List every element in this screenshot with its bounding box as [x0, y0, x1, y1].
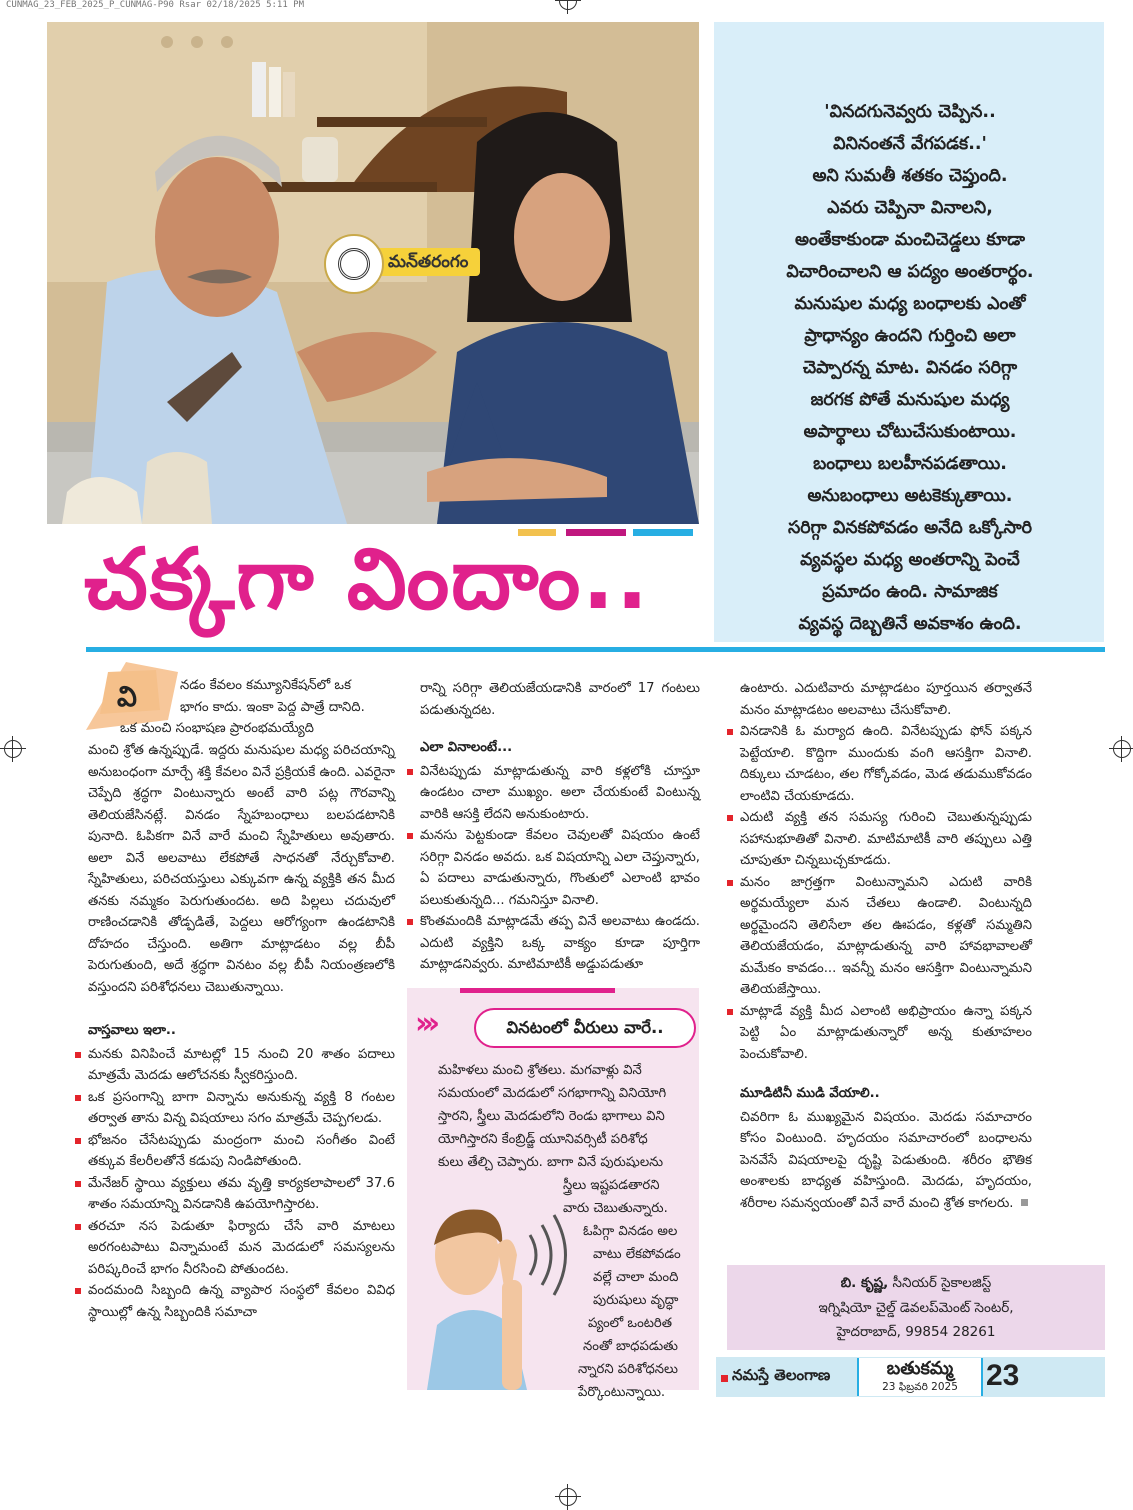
quote-line: చెప్పారన్న మాట. వినడం సరిగ్గా	[802, 358, 1018, 378]
footer-square-icon	[721, 1375, 728, 1382]
column-badge	[324, 234, 504, 290]
end-mark-icon	[1021, 1199, 1028, 1206]
quote-line: మనుషుల మధ్య బంధాలకు ఎంతో	[794, 294, 1026, 314]
sidebar-line: న్నారని పరిశోధనలు	[578, 1362, 678, 1377]
lead-line-2: భాగం కాదు. ఇంకా పెద్ద పాత్రే దానిది.	[180, 699, 365, 715]
column-1-body	[88, 740, 395, 1323]
author-title: సీనియర్ సైకాలజిస్ట్	[892, 1275, 992, 1291]
sidebar-line: నంతో బాధపడుతు	[583, 1339, 678, 1354]
closing-paragraph	[740, 1107, 1032, 1215]
section-rule	[86, 647, 1105, 652]
bullet-etiquette-2: ఎదుటి వ్యక్తి తన సమస్య గురించి చెబుతున్నప్పుడు సహానుభూతితో వినాలి. మాటిమాటికీ వారి తప్పులు ఎత్తి చూపుతూ చిన్నబుచ్చకూడదు.	[740, 807, 1032, 872]
sidebar-line: యోగిస్తారని కేంబ్రిడ్జ్ యూనివర్సిటీ పరిశోధ	[438, 1132, 648, 1147]
bullet-fact-6: వందమంది సిబ్బంది ఉన్న వ్యాపార సంస్థలో కేవలం వివిధ స్థాయిల్లో ఉన్న సిబ్బందికి సమాచా	[88, 1280, 395, 1323]
spiral-head-icon	[324, 234, 384, 294]
quote-line: 'వినదగునెవ్వరు చెప్పిన..	[824, 102, 996, 122]
quote-line: సరిగ్గా వినకపోవడం అనేది ఒక్కోసారి	[787, 518, 1032, 538]
quote-line: ప్రాధాన్యం ఉందని గుర్తించి అలా	[804, 326, 1016, 346]
lead-line-1: నడం కేవలం కమ్యూనికేషన్‌లో ఒక	[180, 678, 351, 693]
dropcap-letter: వి	[117, 680, 137, 713]
sidebar-line: కులు తేల్చి చెప్పారు. బాగా వినే పురుషులను	[438, 1155, 664, 1170]
listening-person-icon	[412, 1175, 582, 1390]
intro-quote-text	[730, 96, 1090, 640]
subhead-how-to-listen: ఎలా వినాలంటే...	[420, 740, 513, 755]
subhead-facts: వాస్తవాలు ఇలా..	[88, 1023, 176, 1038]
quote-line: వ్యవస్థల మధ్య అంతరాన్ని పెంచే	[800, 550, 1020, 570]
quote-line: వినినంతనే వేగపడక..'	[833, 134, 987, 154]
newspaper-name: నమస్తే తెలంగాణ	[732, 1366, 831, 1384]
quote-line: అని సుమతీ శతకం చెప్తుంది.	[812, 166, 1008, 186]
closing-text: చివరిగా ఓ ముఖ్యమైన విషయం. మెదడు సమాచారం కోసం వింటుంది. హృదయం సమాచారంలో బంధాలను పెనవేసే విషయాలపై దృష్టి పెడుతుంది. శరీరం భౌతిక అంశాలకు బాధ్యత వహిస్తుంది. మెదడు, హృదయం, శరీరాల సమన్వయంతో వినే వారే మంచి శ్రోత కాగలరు.	[740, 1109, 1032, 1211]
author-org: ఇగ్నిషియో చైల్డ్ డెవలప్‌మెంట్ సెంటర్,	[818, 1300, 1014, 1316]
quote-line: అపార్థాలు చోటుచేసుకుంటాయి.	[803, 422, 1017, 442]
bullet-fact-3: భోజనం చేసేటప్పుడు మంద్రంగా మంచి సంగీతం వింటే తక్కువ కేలరీలతోనే కడుపు నిండిపోతుంది.	[88, 1130, 395, 1173]
column-2-lead: రాన్ని సరిగ్గా తెలియజేయడానికి వారంలో 17 గంటలు పడుతున్నదట.	[420, 681, 700, 718]
quote-line: ఎవరు చెప్పినా వినాలని,	[827, 198, 993, 218]
sidebar-line: స్త్రీలు ఇష్టపడతారని	[563, 1178, 660, 1193]
chevron-right-icon: ›››	[415, 1006, 435, 1041]
registration-mark-left	[4, 740, 22, 758]
sidebar-line: పురుషులు వృద్ధా	[593, 1293, 679, 1308]
sidebar-line: మహిళలు మంచి శ్రోతలు. మగవాళ్లు వినే	[438, 1063, 642, 1078]
column-1-paragraph: మంచి శ్రోత ఉన్నప్పుడే. ఇద్దరు మనుషుల మధ్య పరిచయాన్ని అనుబంధంగా మార్చే శక్తి కేవలం వినే ప్రక్రియకే ఉంది. ఎవరైనా చెప్పేది శ్రద్ధగా వింటున్నారు అంటే వారి పట్ల గౌరవాన్ని తెలియజేసినట్లే. వినడం స్నేహబంధాలు బలపడటానికి పునాది. ఓపికగా వినే వారే మంచి స్నేహితులు అవుతారు. అలా వినే అలవాటు లేకపోతే సాధనతో నేర్చుకోవాలి. స్నేహితులు, పరిచయస్తులు ఎక్కువగా ఉన్న వ్యక్తికి తన మీద తనకు నమ్మకం పెరుగుతుందట. అది పిల్లలు చదువులో రాణించడానికి తోడ్పడితే, పెద్దలు ఆరోగ్యంగా ఉండటానికి దోహదం చేస్తుంది. అతిగా మాట్లాడటం వల్ల బీపీ పెరుగుతుంది, అదే శ్రద్ధగా వినటం వల్ల బీపీ నియంత్రణలోకి వస్తుందని పరిశోధనలు చెబుతున్నాయి.	[88, 743, 395, 995]
quote-line: బంధాలు బలహీనపడతాయి.	[813, 454, 1007, 474]
bullet-fact-5: తరచూ నస పెడుతూ ఫిర్యాదు చేసే వారి మాటలు అరగంటపాటు విన్నామంటే మన మెదడులో సమస్యలను పరిష్కరించే భాగం నీరసించి పోతుందట.	[88, 1216, 395, 1281]
supplement-name: బతుకమ్మ	[886, 1358, 954, 1379]
quote-line: ప్రమాదం ఉంది. సామాజిక	[822, 582, 998, 602]
sidebar-line: ఓపిగ్గా వినడం అల	[583, 1224, 678, 1239]
subhead-tie-together: మూడిటినీ ముడి వేయాలి..	[740, 1086, 880, 1101]
listening-person-illustration	[412, 1175, 582, 1390]
sidebar-line: స్తారని, స్త్రీలు మెదడులోని రెండు భాగాలు విని	[438, 1109, 665, 1124]
quote-line: అనుబంధాలు అటకెక్కుతాయి.	[807, 486, 1013, 506]
author-city-phone: హైదరాబాద్, 99854 28261	[836, 1324, 996, 1340]
bullet-fact-4: మేనేజర్ స్థాయి వ్యక్తులు తమ వృత్తి కార్యకలాపాలలో 37.6 శాతం సమయాన్ని వినడానికి ఉపయోగిస్తారట.	[88, 1173, 395, 1216]
column-3	[740, 678, 1032, 1214]
column-badge-label: మన్‌తరంగం	[364, 248, 480, 276]
sidebar-line: వల్లే చాలా మంది	[593, 1270, 679, 1285]
bullet-fact-1: మనకు వినిపించే మాటల్లో 15 నుంచి 20 శాతం పదాలు మాత్రమే మెదడు ఆలోచనకు స్వీకరిస్తుంది.	[88, 1044, 395, 1087]
quote-line: అంతేకాకుండా మంచిచెడ్డలు కూడా	[794, 230, 1026, 250]
hero-photo	[47, 22, 699, 524]
headline: చక్కగా విందాం..	[84, 530, 651, 628]
bullet-howto-2: మనసు పెట్టకుండా కేవలం చెవులతో విషయం ఉంటే సరిగ్గా వినడం అవదు. ఒక విషయాన్ని ఎలా చెప్తున్నారు, ఏ పదాలు వాడుతున్నారు, గొంతులో ఎలాంటి భావం పలుకుతున్నది... గమనిస్తూ వినాలి.	[420, 825, 700, 911]
column-1	[120, 675, 395, 740]
sidebar-title: వినటంలో వీరులు వారే..	[474, 1008, 696, 1048]
bullet-etiquette-3: మనం జాగ్రత్తగా వింటున్నామని ఎదుటి వారికి అర్థమయ్యేలా మన చేతలు ఉండాలి. వింటున్నది అర్థమైందని తెలిసేలా తల ఊపడం, కళ్లతో సమ్మతిని తెలియజేయడం, మాట్లాడుతున్న వారి హావభావాలతో మమేకం కావడం... ఇవన్నీ మనం ఆసక్తిగా వింటున్నామని తెలియజేస్తాయి.	[740, 872, 1032, 1001]
sidebar-line: సమయంలో మెదడులో సగభాగాన్ని వినియోగి	[438, 1086, 667, 1101]
spiral-icon	[338, 248, 370, 280]
bullet-howto-1: వినేటప్పుడు మాట్లాడుతున్న వారి కళ్లలోకి చూస్తూ ఉండటం చాలా ముఖ్యం. అలా చేయకుంటే వింటున్న వారికి ఆసక్తి లేదని అనుకుంటారు.	[420, 761, 700, 826]
author-name-line	[727, 1275, 1105, 1294]
quote-line: జరగక పోతే మనుషుల మధ్య	[810, 390, 1010, 410]
author-name: బి. కృష్ణ,	[840, 1275, 889, 1291]
sidebar-line: ప్యంలో ఒంటరిత	[588, 1316, 673, 1331]
page-number: 23	[986, 1359, 1020, 1392]
quote-line: విచారించాలని ఆ పద్యం అంతరార్థం.	[786, 262, 1034, 282]
column-2	[420, 678, 700, 976]
issue-date: 23 ఫిబ్రవరి 2025	[882, 1381, 958, 1393]
sidebar-top-bar	[460, 988, 615, 993]
column-3-lead: ఉంటారు. ఎదుటివారు మాట్లాడటం పూర్తయిన తర్వాతనే మనం మాట్లాడటం అలవాటు చేసుకోవాలి.	[740, 681, 1032, 718]
quote-line: వ్యవస్థ దెబ్బతినే అవకాశం ఉంది.	[798, 614, 1022, 634]
lead-line-3: ఒక మంచి సంభాషణ ప్రారంభమయ్యేది	[120, 721, 314, 736]
registration-mark-bottom	[559, 1488, 577, 1506]
bullet-etiquette-1: వినడానికి ఓ మర్యాద ఉంది. వినేటప్పుడు ఫోన్ పక్కన పెట్టేయాలి. కొద్దిగా ముందుకు వంగి ఆసక్తిగా వినాలి. దిక్కులు చూడటం, తల గోక్కోవడం, మెడ తడుముకోవడం లాంటివి చేయకూడదు.	[740, 721, 1032, 807]
sidebar-line: పేర్కొంటున్నాయి.	[578, 1385, 666, 1400]
author-box	[727, 1265, 1105, 1350]
sidebar-line: వాటు లేకపోవడం	[593, 1247, 681, 1262]
bullet-howto-3: కొంతమందికి మాట్లాడమే తప్ప వినే అలవాటు ఉండదు. ఎదుటి వ్యక్తిని ఒక్క వాక్యం కూడా పూర్తిగా మాట్లాడనివ్వరు. మాటిమాటికీ అడ్డుపడుతూ	[420, 911, 700, 976]
bullet-etiquette-4: మాట్లాడే వ్యక్తి మీద ఎలాంటి అభిప్రాయం ఉన్నా పక్కన పెట్టి ఏం మాట్లాడుతున్నారో అన్న కుతూహలం పెంచుకోవాలి.	[740, 1001, 1032, 1066]
print-slug: CUNMAG_23_FEB_2025_P_CUNMAG-P90 Rsar 02/18/2025 5:11 PM	[6, 0, 305, 10]
registration-mark-right	[1113, 740, 1131, 758]
bullet-fact-2: ఒక ప్రసంగాన్ని బాగా విన్నాను అనుకున్న వ్యక్తి 8 గంటల తర్వాత తాను విన్న విషయాలు సగం మాత్రమే చెప్పగలడు.	[88, 1087, 395, 1130]
registration-mark-top	[559, 0, 577, 10]
supplement-brand	[857, 1358, 983, 1396]
sidebar-line: వారు చెబుతున్నారు.	[563, 1201, 668, 1216]
